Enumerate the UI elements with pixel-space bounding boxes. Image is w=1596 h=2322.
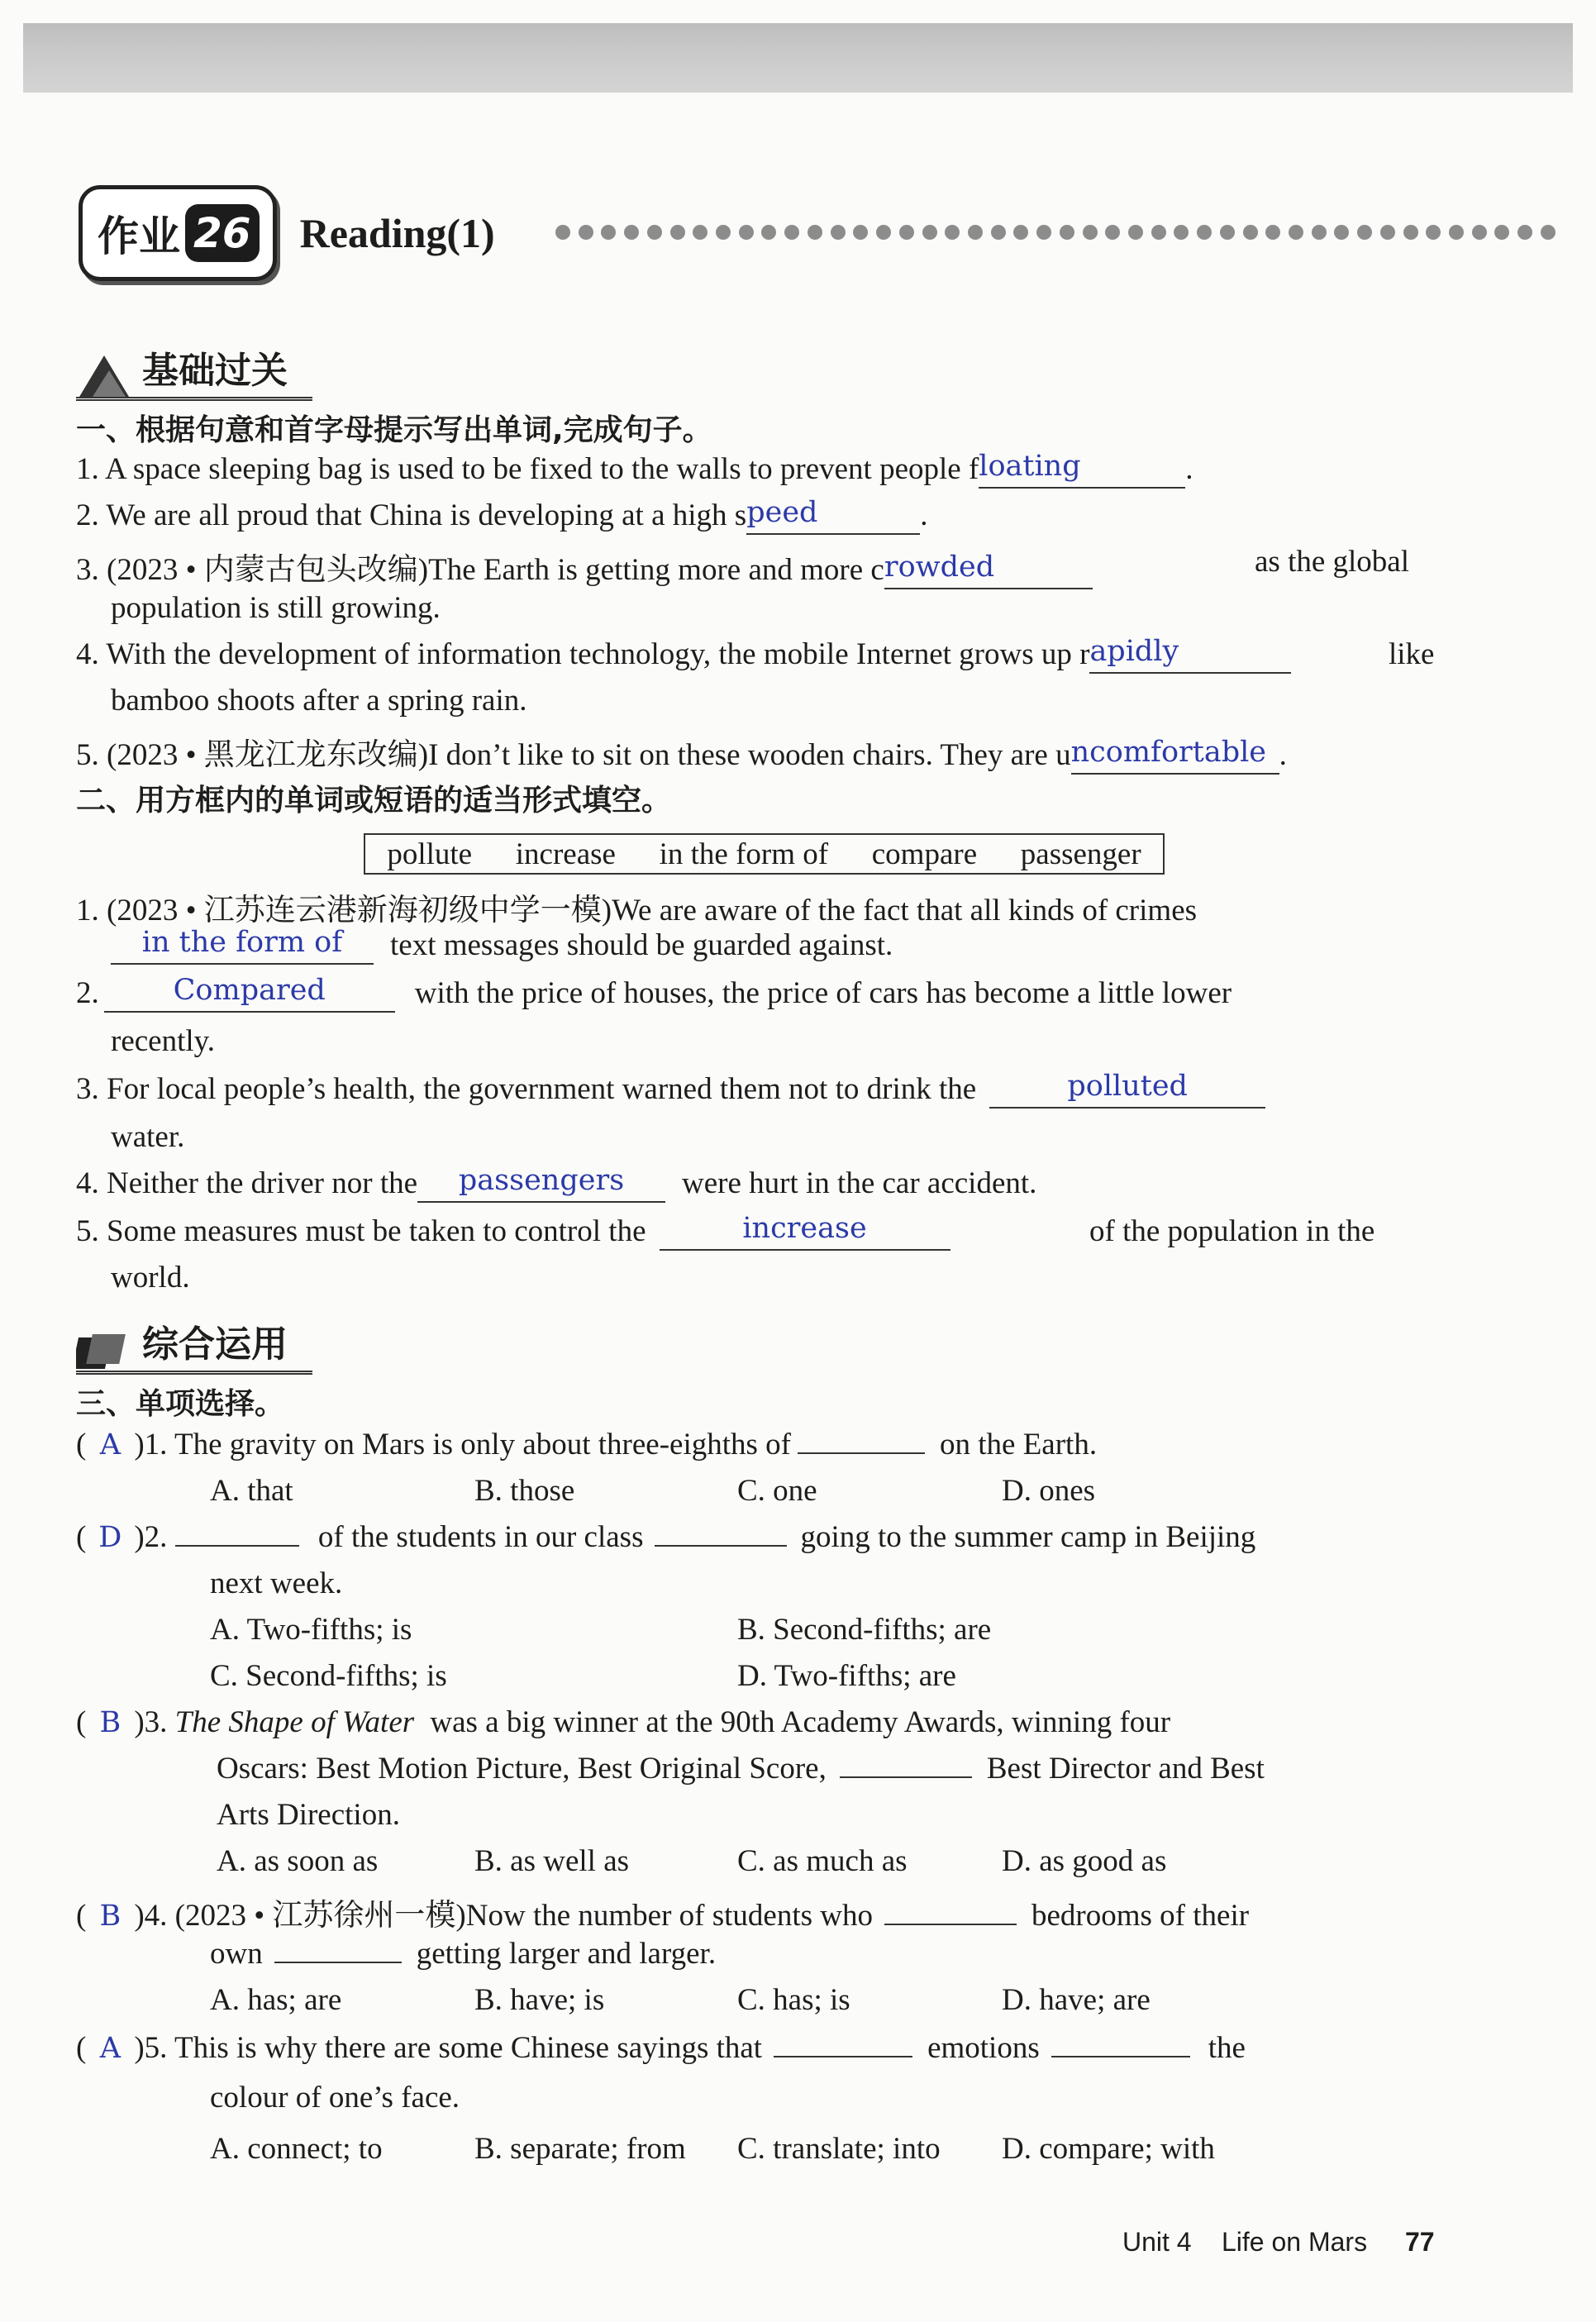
option[interactable]: A. as soon as bbox=[217, 1844, 379, 1878]
option[interactable]: A. Two-fifths; is bbox=[210, 1613, 412, 1647]
question-line: 4. Neither the driver nor the passengers were hurt in the car accident. bbox=[76, 1166, 1036, 1203]
question-continuation: water. bbox=[111, 1120, 185, 1154]
mc-question: ( A )1. The gravity on Mars is only about three-eighths of on the Earth. bbox=[76, 1428, 1098, 1461]
mc-answer[interactable]: B bbox=[99, 1706, 121, 1739]
mc-question: ( D )2. of the students in our class going to the summer camp in Beijing bbox=[76, 1520, 1256, 1554]
answer-blank[interactable] bbox=[884, 1924, 1017, 1925]
question-continuation: recently. bbox=[111, 1024, 215, 1058]
option[interactable]: C. as much as bbox=[737, 1844, 908, 1878]
part2-instruction: 二、用方框内的单词或短语的适当形式填空。 bbox=[76, 784, 672, 818]
option[interactable]: A. connect; to bbox=[210, 2132, 383, 2166]
option[interactable]: B. have; is bbox=[474, 1983, 605, 2017]
film-title: The Shape of Water bbox=[174, 1705, 415, 1739]
question-line: 1. (2023 • 江苏连云港新海初级中学一模)We are aware of the fact that all kinds of crimes bbox=[76, 894, 1198, 927]
option[interactable]: A. that bbox=[210, 1474, 293, 1508]
mountain-icon bbox=[76, 352, 132, 397]
mc-question: ( B )3. The Shape of Water was a big winner at the 90th Academy Awards, winning four bbox=[76, 1705, 1171, 1739]
section-heading-basics bbox=[76, 341, 312, 401]
option[interactable]: A. has; are bbox=[210, 1983, 342, 2017]
top-gray-band bbox=[23, 23, 1573, 93]
question-line: 1. A space sleeping bag is used to be fixed to the walls to prevent people floating . bbox=[76, 451, 1193, 489]
answer-blank[interactable] bbox=[798, 1452, 925, 1454]
answer-blank[interactable]: peed bbox=[746, 498, 920, 535]
word-option: in the form of bbox=[659, 837, 829, 871]
question-line: 2. We are all proud that China is developing at a high speed . bbox=[76, 498, 927, 535]
answer-blank[interactable]: ncomfortable bbox=[1071, 737, 1279, 775]
question-text: of the population in the bbox=[1089, 1214, 1375, 1248]
option[interactable]: B. separate; from bbox=[474, 2132, 686, 2166]
mc-answer[interactable]: B bbox=[99, 1900, 121, 1933]
option[interactable]: D. as good as bbox=[1002, 1844, 1167, 1878]
footer-unit-title: Life on Mars bbox=[1222, 2227, 1368, 2257]
answer-blank[interactable]: increase bbox=[660, 1213, 950, 1251]
option[interactable]: C. Second-fifths; is bbox=[210, 1659, 447, 1693]
book-icon bbox=[76, 1326, 132, 1371]
mc-question: ( A )5. This is why there are some Chinese sayings that emotions the bbox=[76, 2031, 1246, 2065]
homework-badge bbox=[79, 185, 277, 281]
answer-blank[interactable]: rowded bbox=[884, 552, 1093, 589]
answer-blank[interactable] bbox=[655, 1545, 787, 1547]
question-continuation: world. bbox=[111, 1261, 190, 1295]
word-option: compare bbox=[871, 837, 978, 871]
answer-blank[interactable]: loating bbox=[979, 451, 1185, 489]
footer-unit: Unit 4 bbox=[1122, 2227, 1192, 2257]
answer-blank[interactable]: in the form of bbox=[111, 927, 374, 965]
question-line: in the form of text messages should be guarded against. bbox=[111, 927, 893, 965]
lesson-header bbox=[79, 184, 495, 283]
question-text: like bbox=[1389, 637, 1435, 671]
option[interactable]: C. has; is bbox=[737, 1983, 850, 2017]
word-box bbox=[364, 833, 1165, 875]
question-continuation: own getting larger and larger. bbox=[210, 1937, 717, 1971]
mc-answer[interactable]: D bbox=[98, 1521, 122, 1554]
question-line: 3. (2023 • 内蒙古包头改编)The Earth is getting more and more crowded bbox=[76, 544, 1093, 589]
option[interactable]: D. compare; with bbox=[1002, 2132, 1215, 2166]
part3-instruction: 三、单项选择。 bbox=[76, 1387, 285, 1421]
option[interactable]: B. those bbox=[474, 1474, 575, 1508]
question-continuation: Arts Direction. bbox=[217, 1798, 400, 1832]
answer-blank[interactable]: polluted bbox=[989, 1071, 1265, 1109]
title-dot-leader bbox=[555, 225, 1556, 241]
answer-blank[interactable] bbox=[274, 1962, 402, 1963]
section-title: 基础过关 bbox=[142, 350, 288, 392]
answer-blank[interactable]: Compared bbox=[104, 975, 395, 1013]
answer-blank[interactable]: apidly bbox=[1089, 637, 1291, 674]
word-option: pollute bbox=[387, 837, 473, 871]
word-option: passenger bbox=[1020, 837, 1141, 871]
answer-blank[interactable] bbox=[774, 2056, 912, 2057]
option[interactable]: B. as well as bbox=[474, 1844, 630, 1878]
question-line: 3. For local people’s health, the government warned them not to drink the polluted bbox=[76, 1071, 1265, 1109]
answer-blank[interactable] bbox=[175, 1545, 299, 1547]
question-continuation: next week. bbox=[210, 1566, 343, 1600]
mc-question: ( B )4. (2023 • 江苏徐州一模)Now the number of students who bedrooms of their bbox=[76, 1899, 1250, 1933]
option[interactable]: D. Two-fifths; are bbox=[737, 1659, 956, 1693]
question-text: as the global bbox=[1255, 545, 1410, 579]
badge-word: 作业 bbox=[98, 212, 180, 260]
option[interactable]: D. ones bbox=[1002, 1474, 1096, 1508]
question-line: 2. Compared with the price of houses, the price of cars has become a little lower bbox=[76, 975, 1232, 1013]
option[interactable]: C. translate; into bbox=[737, 2132, 941, 2166]
question-continuation: population is still growing. bbox=[111, 591, 441, 625]
question-continuation: bamboo shoots after a spring rain. bbox=[111, 684, 527, 718]
badge-number: 26 bbox=[185, 204, 260, 262]
page-number: 77 bbox=[1405, 2227, 1435, 2257]
answer-blank[interactable]: passengers bbox=[417, 1166, 665, 1203]
question-line: 5. Some measures must be taken to control the increase bbox=[76, 1213, 950, 1251]
mc-answer[interactable]: A bbox=[99, 2032, 121, 2065]
question-continuation: Oscars: Best Motion Picture, Best Original Score, Best Director and Best bbox=[217, 1752, 1265, 1786]
answer-blank[interactable] bbox=[1051, 2056, 1190, 2057]
section-title: 综合运用 bbox=[142, 1323, 288, 1366]
part1-instruction: 一、根据句意和首字母提示写出单词,完成句子。 bbox=[76, 413, 712, 447]
section-heading-integrated bbox=[76, 1314, 312, 1375]
option[interactable]: C. one bbox=[737, 1474, 817, 1508]
lesson-title: Reading(1) bbox=[299, 210, 495, 256]
question-line: 5. (2023 • 黑龙江龙东改编)I don’t like to sit on these wooden chairs. They are uncomfortable . bbox=[76, 729, 1287, 775]
word-option: increase bbox=[515, 837, 616, 871]
option[interactable]: D. have; are bbox=[1002, 1983, 1151, 2017]
answer-blank[interactable] bbox=[840, 1776, 972, 1778]
mc-answer[interactable]: A bbox=[99, 1428, 121, 1461]
question-continuation: colour of one’s face. bbox=[210, 2081, 460, 2115]
question-line: 4. With the development of information technology, the mobile Internet grows up rapidly bbox=[76, 637, 1291, 674]
option[interactable]: B. Second-fifths; are bbox=[737, 1613, 992, 1647]
